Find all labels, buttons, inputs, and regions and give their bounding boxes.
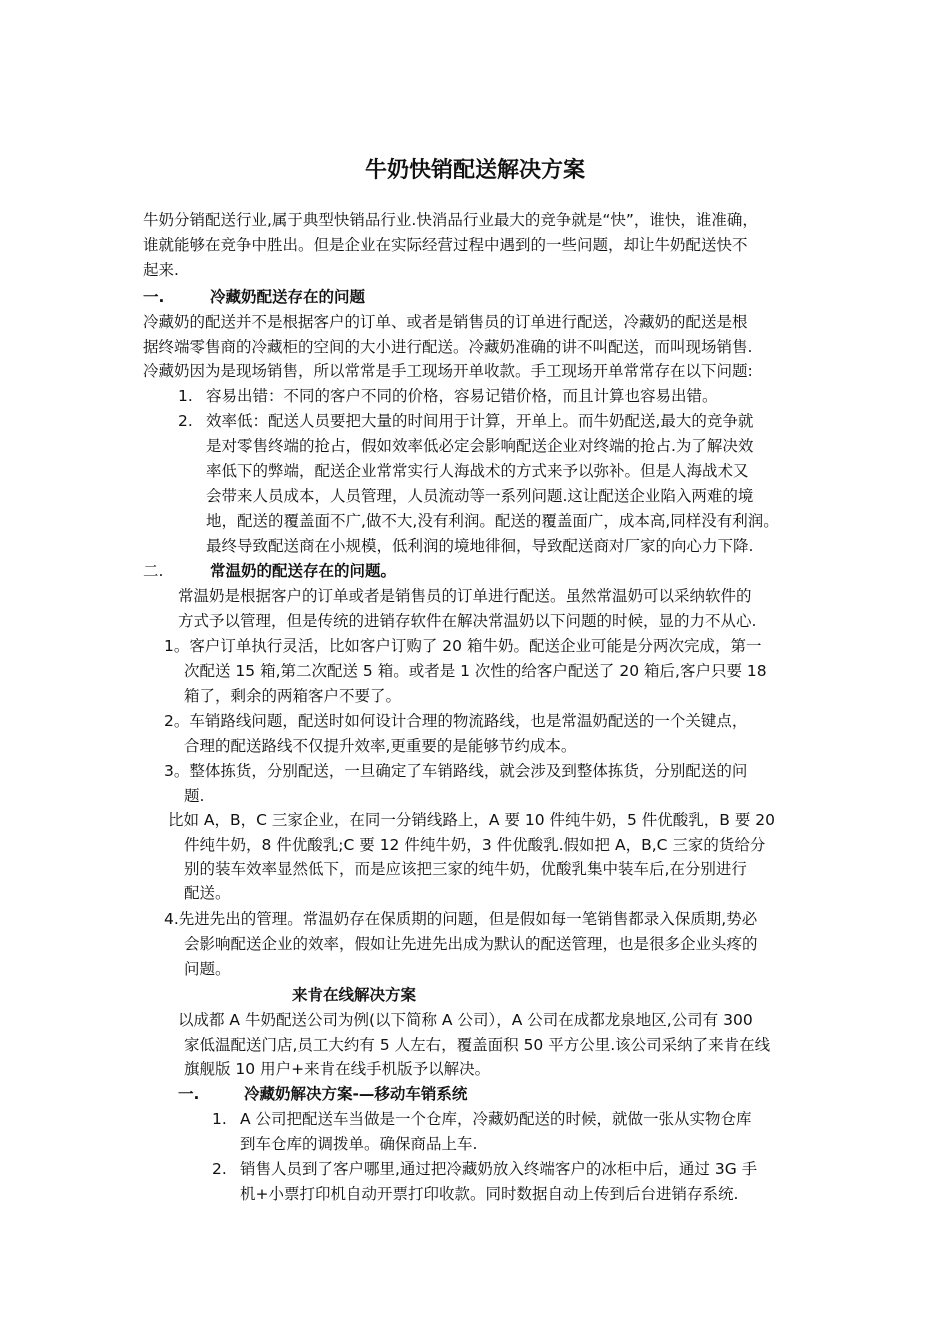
paragraph-line: 问题。: [184, 960, 231, 978]
list-item: 容易出错：不同的客户不同的价格，容易记错价格，而且计算也容易出错。: [206, 387, 718, 405]
section2-heading: 常温奶的配送存在的问题。: [210, 562, 397, 580]
list-number: 2.: [212, 1160, 227, 1178]
paragraph-line: 题.: [184, 787, 205, 805]
paragraph-line: 件纯牛奶，8 件优酸乳;C 要 12 件纯牛奶，3 件优酸乳.假如把 A，B,C 三家的货给分: [184, 836, 766, 854]
list-item-line: 效率低：配送人员要把大量的时间用于计算，开单上。而牛奶配送,最大的竞争就: [206, 412, 754, 430]
paragraph-line: 比如 A，B，C 三家企业，在同一分销线路上，A 要 10 件纯牛奶，5 件优酸乳，B 要 20: [168, 811, 776, 829]
section1-number: 一.: [143, 288, 165, 306]
section2-intro-line: 常温奶是根据客户的订单或者是销售员的订单进行配送。虽然常温奶可以采纳软件的: [178, 587, 752, 605]
intro-line: 牛奶分销配送行业,属于典型快销品行业.快消品行业最大的竞争就是“快”，谁快，谁准确，: [143, 211, 758, 229]
list-item-line: 机+小票打印机自动开票打印收款。同时数据自动上传到后台进销存系统.: [240, 1185, 739, 1203]
subsection-heading: 冷藏奶解决方案-—移动车销系统: [244, 1085, 468, 1103]
list-item-line: 到车仓库的调拨单。确保商品上车.: [240, 1135, 478, 1153]
paragraph-line: 别的装车效率显然低下，而是应该把三家的纯牛奶，优酸乳集中装车后,在分别进行: [184, 860, 747, 878]
section1-line: 冷藏奶因为是现场销售，所以常常是手工现场开单收款。手工现场开单常常存在以下问题:: [143, 362, 753, 380]
list-item-line: A 公司把配送车当做是一个仓库，冷藏奶配送的时候，就做一张从实物仓库: [240, 1110, 752, 1128]
section1-heading: 冷藏奶配送存在的问题: [210, 288, 366, 306]
intro-line: 起来.: [143, 261, 179, 279]
solution-heading: 来肯在线解决方案: [292, 986, 417, 1004]
list-item-line: 是对零售终端的抢占，假如效率低必定会影响配送企业对终端的抢占.为了解决效: [206, 437, 754, 455]
solution-intro-line: 家低温配送门店,员工大约有 5 人左右，覆盖面积 50 平方公里.该公司采纳了来肯在线: [184, 1036, 771, 1054]
paragraph-line: 1。客户订单执行灵活，比如客户订购了 20 箱牛奶。配送企业可能是分两次完成，第一: [164, 637, 762, 655]
list-item-line: 率低下的弊端，配送企业常常实行人海战术的方式来予以弥补。但是人海战术又: [206, 462, 749, 480]
section1-line: 冷藏奶的配送并不是根据客户的订单、或者是销售员的订单进行配送，冷藏奶的配送是根: [143, 313, 748, 331]
list-item-line: 销售人员到了客户哪里,通过把冷藏奶放入终端客户的冰柜中后，通过 3G 手: [240, 1160, 758, 1178]
subsection-number: 一.: [178, 1085, 200, 1103]
paragraph-line: 合理的配送路线不仅提升效率,更重要的是能够节约成本。: [184, 737, 577, 755]
list-number: 1.: [178, 387, 193, 405]
paragraph-line: 箱了，剩余的两箱客户不要了。: [184, 687, 402, 705]
paragraph-line: 3。整体拣货，分别配送，一旦确定了车销路线，就会涉及到整体拣货，分别配送的问: [164, 762, 748, 780]
section2-intro-line: 方式予以管理，但是传统的进销存软件在解决常温奶以下问题的时候，显的力不从心.: [178, 612, 757, 630]
paragraph-line: 会影响配送企业的效率，假如让先进先出成为默认的配送管理，也是很多企业头疼的: [184, 935, 758, 953]
list-item-line: 地，配送的覆盖面不广,做不大,没有利润。配送的覆盖面广，成本高,同样没有利润。: [206, 512, 779, 530]
paragraph-line: 4.先进先出的管理。常温奶存在保质期的问题，但是假如每一笔销售都录入保质期,势必: [164, 910, 758, 928]
list-number: 2.: [178, 412, 193, 430]
list-item-line: 最终导致配送商在小规模，低利润的境地徘徊，导致配送商对厂家的向心力下降.: [206, 537, 754, 555]
list-number: 1.: [212, 1110, 227, 1128]
paragraph-line: 次配送 15 箱,第二次配送 5 箱。或者是 1 次性的给客户配送了 20 箱后,客户只要 18: [184, 662, 767, 680]
section2-number: 二.: [143, 562, 164, 580]
section1-line: 据终端零售商的冷藏柜的空间的大小进行配送。冷藏奶准确的讲不叫配送，而叫现场销售.: [143, 338, 753, 356]
intro-line: 谁就能够在竞争中胜出。但是企业在实际经营过程中遇到的一些问题，却让牛奶配送快不: [143, 236, 748, 254]
list-item-line: 会带来人员成本，人员管理，人员流动等一系列问题.这让配送企业陷入两难的境: [206, 487, 754, 505]
solution-intro-line: 旗舰版 10 用户+来肯在线手机版予以解决。: [184, 1060, 491, 1078]
paragraph-line: 配送。: [184, 884, 231, 902]
page-title: 牛奶快销配送解决方案: [364, 158, 585, 183]
solution-intro-line: 以成都 A 牛奶配送公司为例(以下简称 A 公司），A 公司在成都龙泉地区,公司有 300: [178, 1011, 753, 1029]
paragraph-line: 2。车销路线问题，配送时如何设计合理的物流路线，也是常温奶配送的一个关键点，: [164, 712, 748, 730]
